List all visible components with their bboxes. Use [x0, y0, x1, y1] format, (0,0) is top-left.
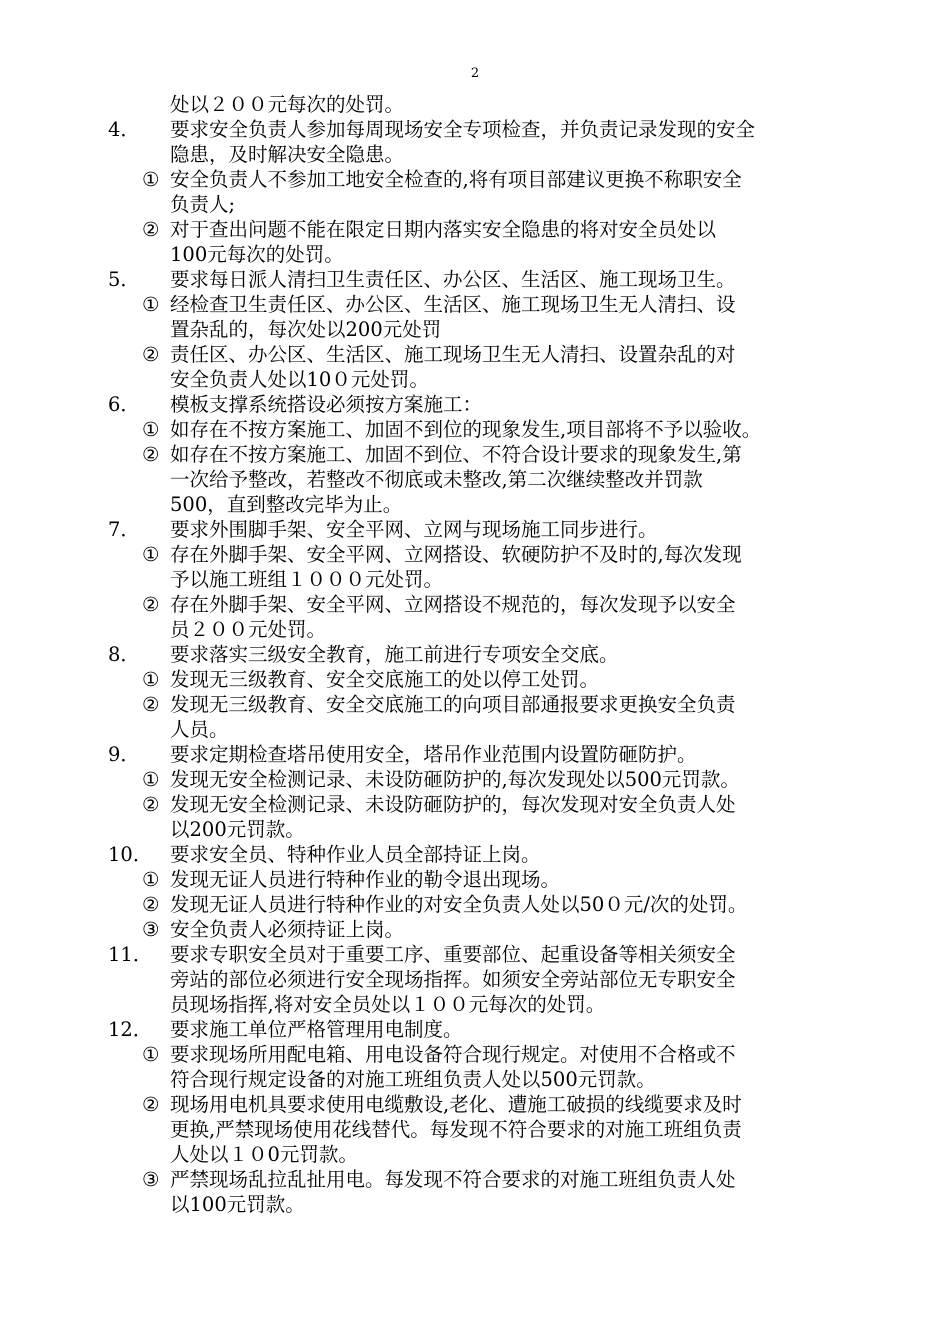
- line-text: 如存在不按方案施工、加固不到位、不符合设计要求的现象发生,第: [170, 443, 742, 466]
- sub-item-marker: ①: [142, 768, 160, 791]
- sub-item: [0, 1167, 950, 1192]
- sub-item: [0, 167, 950, 192]
- line-text: 负责人;: [170, 193, 236, 216]
- list-item: [0, 942, 950, 967]
- item-number: 9．: [108, 743, 140, 766]
- list-item: [0, 842, 950, 867]
- line-text: 500，直到整改完毕为止。: [170, 493, 403, 516]
- sub-item-marker: ①: [142, 168, 160, 191]
- list-item: [0, 392, 950, 417]
- list-item: [0, 517, 950, 542]
- line-text: 要求定期检查塔吊使用安全，塔吊作业范围内设置防砸防护。: [170, 743, 697, 766]
- line-text: 以200元罚款。: [170, 818, 305, 841]
- sub-item-marker: ①: [142, 293, 160, 316]
- line-text: 人员。: [170, 718, 229, 741]
- item-number: 5．: [108, 268, 140, 291]
- sub-item: [0, 867, 950, 892]
- continuation-line: [0, 242, 950, 267]
- list-item: [0, 267, 950, 292]
- line-text: 要求落实三级安全教育，施工前进行专项安全交底。: [170, 643, 619, 666]
- line-text: 要求现场所用配电箱、用电设备符合现行规定。对使用不合格或不: [170, 1043, 736, 1066]
- sub-item-marker: ②: [142, 593, 160, 616]
- line-text: 予以施工班组１０００元处罚。: [170, 568, 444, 591]
- sub-item-marker: ②: [142, 693, 160, 716]
- sub-item-marker: ①: [142, 418, 160, 441]
- line-text: 一次给予整改，若整改不彻底或未整改,第二次继续整改并罚款: [170, 468, 703, 491]
- line-text: 存在外脚手架、安全平网、立网搭设不规范的，每次发现予以安全: [170, 593, 736, 616]
- continuation-line: [0, 1117, 950, 1142]
- line-text: 严禁现场乱拉乱扯用电。每发现不符合要求的对施工班组负责人处: [170, 1168, 736, 1191]
- line-text: 安全负责人必须持证上岗。: [170, 918, 405, 941]
- continuation-line: [0, 192, 950, 217]
- continuation-line: [0, 142, 950, 167]
- sub-item: [0, 217, 950, 242]
- line-text: 人处以１０0元罚款。: [170, 1143, 358, 1166]
- line-text: 要求安全员、特种作业人员全部持证上岗。: [170, 843, 541, 866]
- continuation-line: [0, 567, 950, 592]
- list-item: [0, 642, 950, 667]
- item-number: 11．: [108, 943, 153, 966]
- continuation-line: [0, 92, 950, 117]
- line-text: 经检查卫生责任区、办公区、生活区、施工现场卫生无人清扫、设: [170, 293, 736, 316]
- line-text: 要求安全负责人参加每周现场安全专项检查，并负责记录发现的安全: [170, 118, 756, 141]
- continuation-line: [0, 817, 950, 842]
- line-text: 模板支撑系统搭设必须按方案施工：: [170, 393, 483, 416]
- line-text: 发现无安全检测记录、未设防砸防护的，每次发现对安全负责人处: [170, 793, 736, 816]
- item-number: 7．: [108, 518, 140, 541]
- line-text: 发现无证人员进行特种作业的对安全负责人处以50０元/次的处罚。: [170, 893, 748, 916]
- sub-item: [0, 442, 950, 467]
- sub-item: [0, 417, 950, 442]
- list-item: [0, 1017, 950, 1042]
- sub-item: [0, 692, 950, 717]
- sub-item-marker: ②: [142, 218, 160, 241]
- line-text: 以100元罚款。: [170, 1193, 305, 1216]
- sub-item-marker: ②: [142, 893, 160, 916]
- item-number: 4．: [108, 118, 140, 141]
- continuation-line: [0, 1067, 950, 1092]
- sub-item: [0, 667, 950, 692]
- sub-item-marker: ②: [142, 443, 160, 466]
- sub-item: [0, 542, 950, 567]
- continuation-line: [0, 467, 950, 492]
- line-text: 要求外围脚手架、安全平网、立网与现场施工同步进行。: [170, 518, 658, 541]
- sub-item: [0, 767, 950, 792]
- line-text: 隐患，及时解决安全隐患。: [170, 143, 405, 166]
- continuation-line: [0, 492, 950, 517]
- line-text: 现场用电机具要求使用电缆敷设,老化、遭施工破损的线缆要求及时: [170, 1093, 742, 1116]
- list-item: [0, 742, 950, 767]
- line-text: 要求施工单位严格管理用电制度。: [170, 1018, 463, 1041]
- sub-item: [0, 292, 950, 317]
- line-text: 符合现行规定设备的对施工班组负责人处以500元罚款。: [170, 1068, 656, 1091]
- continuation-line: [0, 1142, 950, 1167]
- sub-item: [0, 342, 950, 367]
- sub-item-marker: ①: [142, 868, 160, 891]
- sub-item-marker: ②: [142, 343, 160, 366]
- continuation-line: [0, 967, 950, 992]
- line-text: 要求每日派人清扫卫生责任区、办公区、生活区、施工现场卫生。: [170, 268, 736, 291]
- document-body: [0, 92, 950, 1217]
- line-text: 旁站的部位必须进行安全现场指挥。如须安全旁站部位无专职安全: [170, 968, 736, 991]
- sub-item: [0, 892, 950, 917]
- item-number: 6．: [108, 393, 140, 416]
- line-text: 责任区、办公区、生活区、施工现场卫生无人清扫、设置杂乱的对: [170, 343, 736, 366]
- sub-item-marker: ②: [142, 1093, 160, 1116]
- line-text: 发现无三级教育、安全交底施工的处以停工处罚。: [170, 668, 600, 691]
- line-text: 安全负责人不参加工地安全检查的,将有项目部建议更换不称职安全: [170, 168, 742, 191]
- line-text: 更换,严禁现场使用花线替代。每发现不符合要求的对施工班组负责: [170, 1118, 742, 1141]
- sub-item-marker: ①: [142, 543, 160, 566]
- line-text: 员２００元处罚。: [170, 618, 327, 641]
- line-text: 发现无安全检测记录、未设防砸防护的,每次发现处以500元罚款。: [170, 768, 740, 791]
- line-text: 100元每次的处罚。: [170, 243, 344, 266]
- sub-item: [0, 1042, 950, 1067]
- item-number: 12．: [108, 1018, 153, 1041]
- list-item: [0, 117, 950, 142]
- sub-item: [0, 917, 950, 942]
- continuation-line: [0, 617, 950, 642]
- continuation-line: [0, 317, 950, 342]
- line-text: 发现无证人员进行特种作业的勒令退出现场。: [170, 868, 561, 891]
- sub-item-marker: ③: [142, 918, 160, 941]
- continuation-line: [0, 367, 950, 392]
- sub-item: [0, 1092, 950, 1117]
- sub-item-marker: ①: [142, 1043, 160, 1066]
- page-number: 2: [470, 66, 480, 81]
- sub-item-marker: ①: [142, 668, 160, 691]
- line-text: 置杂乱的，每次处以200元处罚: [170, 318, 442, 341]
- sub-item: [0, 792, 950, 817]
- line-text: 对于查出问题不能在限定日期内落实安全隐患的将对安全员处以: [170, 218, 717, 241]
- line-text: 存在外脚手架、安全平网、立网搭设、软硬防护不及时的,每次发现: [170, 543, 742, 566]
- line-text: 处以２００元每次的处罚。: [170, 93, 405, 116]
- line-text: 要求专职安全员对于重要工序、重要部位、起重设备等相关须安全: [170, 943, 736, 966]
- item-number: 8．: [108, 643, 140, 666]
- sub-item-marker: ②: [142, 793, 160, 816]
- continuation-line: [0, 992, 950, 1017]
- continuation-line: [0, 717, 950, 742]
- sub-item: [0, 592, 950, 617]
- line-text: 发现无三级教育、安全交底施工的向项目部通报要求更换安全负责: [170, 693, 736, 716]
- item-number: 10．: [108, 843, 153, 866]
- line-text: 员现场指挥,将对安全员处以１００元每次的处罚。: [170, 993, 606, 1016]
- line-text: 安全负责人处以10０元处罚。: [170, 368, 429, 391]
- line-text: 如存在不按方案施工、加固不到位的现象发生,项目部将不予以验收。: [170, 418, 762, 441]
- continuation-line: [0, 1192, 950, 1217]
- sub-item-marker: ③: [142, 1168, 160, 1191]
